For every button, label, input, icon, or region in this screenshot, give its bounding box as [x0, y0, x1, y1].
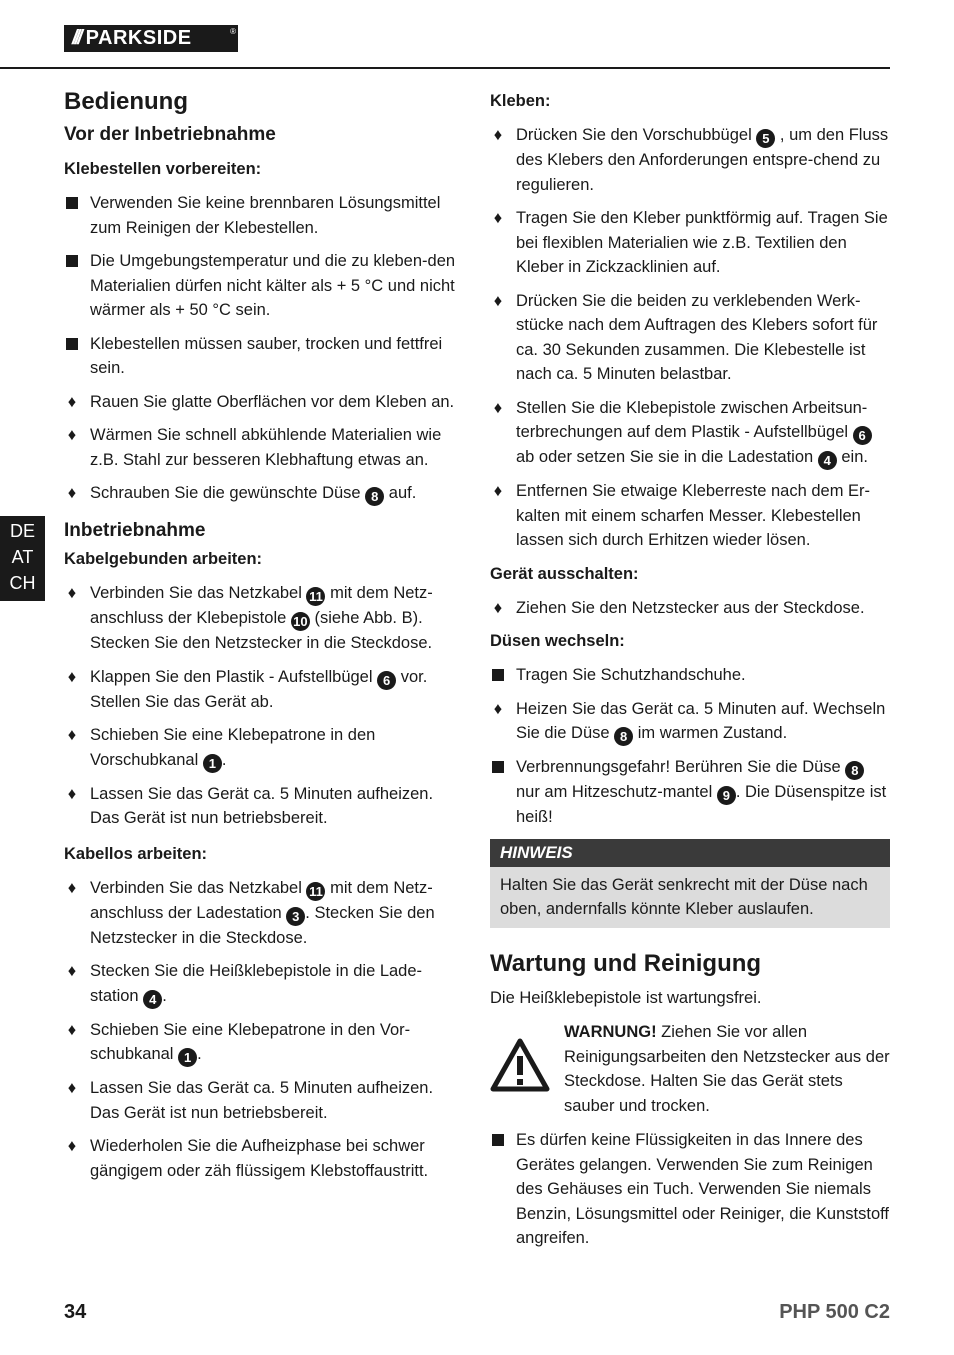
logo-name: PARKSIDE [85, 27, 192, 49]
list-item: ♦ Drücken Sie die beiden zu verklebenden Werk-stücke nach dem Auftragen des Klebers sofort für ca. 30 Sekunden zusammen. Die Klebestelle ist nach ca. 5 Minuten belastbar. [490, 289, 890, 387]
square-bullet-icon [490, 1128, 506, 1153]
diamond-bullet-icon: ♦ [493, 209, 503, 227]
part-number-badge: 4 [818, 451, 837, 470]
model-name: PHP 500 C2 [779, 1301, 890, 1323]
list-item: Klebestellen müssen sauber, trocken und fettfrei sein. [64, 332, 464, 381]
list-item: ♦ Entfernen Sie etwaige Kleberreste nach dem Er-kalten mit einem scharfen Messer. Klebestellen lassen sich durch Erhitzen wieder lösen. [490, 479, 890, 553]
part-number-badge: 4 [143, 990, 162, 1009]
note-heading: HINWEIS [490, 839, 890, 867]
list-item: ♦ Verbinden Sie das Netzkabel 11 mit dem Netz-anschluss der Klebepistole 10 (siehe Abb. B). Stecken Sie den Netzstecker in die Steckdose. [64, 581, 464, 656]
list-item: Es dürfen keine Flüssigkeiten in das Innere des Gerätes gelangen. Verwenden Sie zum Reinigen des Gehäuses ein Tuch. Verwenden Sie niemals Benzin, Lösungsmittel oder Reiniger, die Kunststoff angreifen. [490, 1128, 890, 1251]
list-item: ♦ Lassen Sie das Gerät ca. 5 Minuten aufheizen. Das Gerät ist nun betriebsbereit. [64, 782, 464, 831]
diamond-bullet-icon: ♦ [67, 878, 77, 897]
right-column [490, 92, 890, 1260]
list-item: ♦ Wiederholen Sie die Aufheizphase bei schwer gängigem oder zäh flüssigem Klebstoffaustritt. [64, 1134, 464, 1183]
list-item: ♦ Klappen Sie den Plastik - Aufstellbügel 6 vor. Stellen Sie das Gerät ab. [64, 665, 464, 715]
list-item: ♦ Ziehen Sie den Netzstecker aus der Steckdose. [490, 596, 890, 621]
lang-at: AT [11, 547, 34, 567]
list-item: ♦ Schieben Sie eine Klebepatrone in den Vor-schubkanal 1 . [64, 1018, 464, 1068]
square-bullet-icon [64, 332, 80, 357]
list-item: ♦ Lassen Sie das Gerät ca. 5 Minuten aufheizen. Das Gerät ist nun betriebsbereit. [64, 1076, 464, 1125]
part-number-badge: 3 [286, 907, 305, 926]
page-number: 34 [64, 1301, 87, 1323]
part-number-badge: 5 [756, 129, 775, 148]
square-bullet-icon [64, 249, 80, 274]
section-title-wartung: Wartung und Reinigung [490, 949, 762, 977]
part-number-badge: 8 [614, 727, 633, 746]
header-rule [0, 67, 890, 69]
part-number-badge: 1 [203, 754, 222, 773]
logo-slashes: /// [72, 27, 80, 49]
language-tab [0, 516, 45, 601]
diamond-bullet-icon: ♦ [67, 392, 77, 411]
list-item: ♦ Stecken Sie die Heißklebepistole in die Lade-station 4 . [64, 959, 464, 1009]
left-column [64, 88, 464, 1192]
diamond-bullet-icon: ♦ [67, 484, 77, 502]
heading-duesen-wechseln: Düsen wechseln: [490, 632, 625, 650]
parkside-logo [64, 25, 238, 52]
list-item: ♦ Stellen Sie die Klebepistole zwischen Arbeitsun-terbrechungen auf dem Plastik - Aufstellbügel 6 ab oder setzen Sie sie in die Ladestation 4 ein. [490, 396, 890, 471]
list-item: ♦ Tragen Sie den Kleber punktförmig auf. Tragen Sie bei flexiblen Materialien wie z.B. Textilien den Kleber in Zickzacklinien auf. [490, 206, 890, 280]
diamond-bullet-icon: ♦ [67, 584, 77, 602]
part-number-badge: 1 [178, 1048, 197, 1067]
diamond-bullet-icon: ♦ [67, 726, 77, 744]
logo-registered-mark: ® [230, 27, 236, 36]
list-item: Die Umgebungstemperatur und die zu kleben-den Materialien dürfen nicht kälter als + 5 °C und nicht wärmer als + 50 °C sein. [64, 249, 464, 323]
list-item: Verwenden Sie keine brennbaren Lösungsmittel zum Reinigen der Klebestellen. [64, 191, 464, 240]
heading-geraet-ausschalten: Gerät ausschalten: [490, 564, 639, 583]
part-number-badge: 8 [845, 761, 864, 780]
maintenance-intro: Die Heißklebepistole ist wartungsfrei. [490, 988, 762, 1007]
part-number-badge: 11 [306, 587, 325, 606]
diamond-bullet-icon: ♦ [67, 1079, 77, 1097]
heading-kleben: Kleben: [490, 92, 551, 110]
diamond-bullet-icon: ♦ [493, 699, 503, 718]
part-number-badge: 6 [377, 671, 396, 690]
list-item: ♦ Schrauben Sie die gewünschte Düse 8 auf. [64, 481, 464, 506]
part-number-badge: 10 [291, 612, 310, 631]
square-bullet-icon [64, 191, 80, 216]
subsection-title-inbetriebnahme: Inbetriebnahme [64, 520, 206, 541]
list-item: ♦ Rauen Sie glatte Oberflächen vor dem Kleben an. [64, 390, 464, 415]
lang-ch: CH [9, 573, 36, 593]
subsection-title-vor-inbetriebnahme: Vor der Inbetriebnahme [64, 124, 276, 145]
diamond-bullet-icon: ♦ [67, 667, 77, 686]
heading-klebestellen: Klebestellen vorbereiten: [64, 160, 262, 178]
list-item: ♦ Drücken Sie den Vorschubbügel 5 , um den Fluss des Klebers den Anforderungen entspre-chend zu regulieren. [490, 123, 890, 197]
list-item: ♦ Heizen Sie das Gerät ca. 5 Minuten auf. Wechseln Sie die Düse 8 im warmen Zustand. [490, 697, 890, 747]
diamond-bullet-icon: ♦ [67, 784, 77, 803]
section-title-bedienung: Bedienung [64, 88, 188, 115]
diamond-bullet-icon: ♦ [493, 598, 503, 617]
note-body: Halten Sie das Gerät senkrecht mit der Düse nach oben, andernfalls könnte Kleber auslaufen. [490, 867, 890, 928]
diamond-bullet-icon: ♦ [67, 1020, 77, 1039]
diamond-bullet-icon: ♦ [67, 426, 77, 444]
part-number-badge: 9 [717, 786, 736, 805]
list-item: Tragen Sie Schutzhandschuhe. [490, 663, 890, 688]
list-item: Verbrennungsgefahr! Berühren Sie die Düse 8 nur am Hitzeschutz-mantel 9 . Die Düsenspitze ist heiß! [490, 755, 890, 830]
warning-label: WARNUNG! [564, 1023, 657, 1041]
list-item: ♦ Schieben Sie eine Klebepatrone in den Vorschubkanal 1 . [64, 723, 464, 773]
diamond-bullet-icon: ♦ [67, 962, 77, 980]
square-bullet-icon [490, 663, 506, 688]
warning-triangle-icon [490, 1038, 550, 1092]
part-number-badge: 6 [853, 426, 872, 445]
part-number-badge: 8 [365, 487, 384, 506]
list-item: ♦ Wärmen Sie schnell abkühlende Materialien wie z.B. Stahl zur besseren Klebhaftung etwas an. [64, 423, 464, 472]
list-item: ♦ Verbinden Sie das Netzkabel 11 mit dem Netz-anschluss der Ladestation 3 . Stecken Sie den Netzstecker in die Steckdose. [64, 876, 464, 951]
lang-de: DE [9, 521, 35, 541]
heading-kabelgebunden: Kabelgebunden arbeiten: [64, 550, 263, 568]
diamond-bullet-icon: ♦ [493, 126, 503, 144]
diamond-bullet-icon: ♦ [67, 1137, 77, 1155]
diamond-bullet-icon: ♦ [493, 398, 503, 417]
warning-block [490, 1020, 890, 1118]
diamond-bullet-icon: ♦ [493, 291, 503, 310]
heading-kabellos: Kabellos arbeiten: [64, 844, 208, 863]
square-bullet-icon [490, 755, 506, 780]
diamond-bullet-icon: ♦ [493, 482, 503, 500]
warning-text: WARNUNG! Ziehen Sie vor allen Reinigungsarbeiten den Netzstecker aus der Steckdose. Halten Sie das Gerät stets sauber und trocken. [564, 1023, 890, 1115]
part-number-badge: 11 [306, 882, 325, 901]
